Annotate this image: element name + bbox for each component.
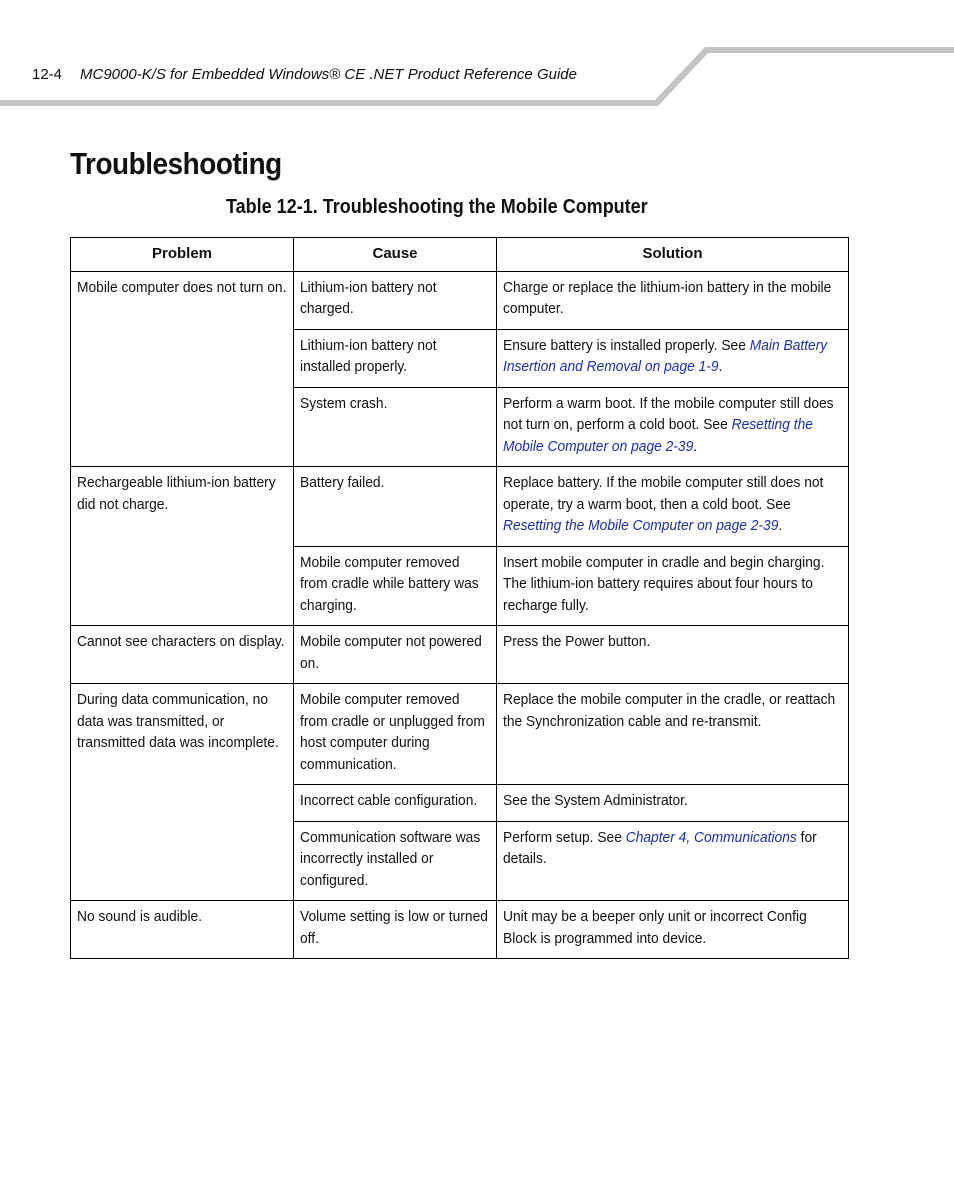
problem-cell — [71, 271, 294, 329]
problem-cell — [71, 901, 294, 959]
problem-cell — [71, 546, 294, 626]
cross-reference-link[interactable]: Main Battery Insertion and Removal on page 1-9 — [503, 336, 828, 375]
problem-text: Rechargeable lithium-ion battery did not charge. — [77, 474, 276, 513]
cause-cell — [294, 821, 497, 901]
cause-cell — [294, 901, 497, 959]
header-problem: Problem — [71, 238, 294, 272]
troubleshooting-table — [70, 237, 849, 959]
cause-cell — [294, 467, 497, 547]
cause-cell — [294, 626, 497, 684]
table-row — [71, 387, 849, 467]
cause-text: Battery failed. — [300, 474, 385, 491]
problem-cell — [71, 329, 294, 387]
cause-cell — [294, 271, 497, 329]
problem-cell — [71, 684, 294, 785]
table-row — [71, 684, 849, 785]
solution-text: Replace battery. If the mobile computer still does not operate, try a warm boot, then a cold boot. See Resetting the Mobile Computer on page 2-39. — [503, 474, 824, 534]
cause-text: Communication software was incorrectly installed or configured. — [300, 828, 481, 889]
cause-text: Volume setting is low or turned off. — [300, 908, 488, 947]
table-header-row — [71, 238, 849, 272]
table-row — [71, 271, 849, 329]
cause-cell — [294, 684, 497, 785]
solution-cell — [497, 467, 849, 547]
solution-text: Replace the mobile computer in the cradle, or reattach the Synchronization cable and re-transmit. — [503, 691, 836, 730]
problem-text: During data communication, no data was transmitted, or transmitted data was incomplete. — [77, 691, 279, 751]
solution-cell — [497, 271, 849, 329]
problem-text: Mobile computer does not turn on. — [77, 278, 287, 296]
header-solution: Solution — [497, 238, 849, 272]
table-row — [71, 901, 849, 959]
page-header — [0, 0, 954, 110]
cause-cell — [294, 387, 497, 467]
table-row — [71, 546, 849, 626]
solution-cell — [497, 821, 849, 901]
solution-text: Perform a warm boot. If the mobile computer still does not turn on, perform a cold boot. See Resetting the Mobile Computer on page 2-39. — [503, 394, 834, 455]
table-row — [71, 821, 849, 901]
solution-text: Perform setup. See Chapter 4, Communications for details. — [503, 828, 817, 867]
table-row — [71, 467, 849, 547]
solution-cell — [497, 387, 849, 467]
solution-text: Charge or replace the lithium-ion battery in the mobile computer. — [503, 278, 832, 317]
cause-text: Mobile computer removed from cradle or unplugged from host computer during communication. — [300, 691, 485, 773]
page-number: 12-4 — [32, 66, 63, 83]
cross-reference-link[interactable]: Resetting the Mobile Computer on page 2-39 — [503, 416, 813, 455]
cause-text: Lithium-ion battery not charged. — [300, 278, 437, 317]
table-row — [71, 329, 849, 387]
cross-reference-link[interactable]: Chapter 4, Communications — [625, 828, 797, 846]
cause-text: Lithium-ion battery not installed properly. — [300, 336, 437, 375]
solution-cell — [497, 901, 849, 959]
solution-cell — [497, 626, 849, 684]
problem-cell — [71, 785, 294, 822]
solution-text: See the System Administrator. — [503, 792, 688, 809]
solution-text: Insert mobile computer in cradle and begin charging. The lithium-ion battery requires about four hours to recharge fully. — [503, 553, 825, 614]
guide-title: MC9000-K/S for Embedded Windows® CE .NET Product Reference Guide — [80, 66, 577, 83]
cause-text: Incorrect cable configuration. — [300, 792, 478, 809]
cause-text: Mobile computer removed from cradle while battery was charging. — [300, 553, 479, 614]
solution-cell — [497, 546, 849, 626]
cause-text: System crash. — [300, 394, 388, 412]
solution-text: Ensure battery is installed properly. See Main Battery Insertion and Removal on page 1-9. — [503, 336, 828, 375]
solution-cell — [497, 329, 849, 387]
problem-cell — [71, 387, 294, 467]
header-cause: Cause — [294, 238, 497, 272]
table-caption: Table 12-1. Troubleshooting the Mobile Computer — [226, 196, 648, 218]
solution-text: Unit may be a beeper only unit or incorrect Config Block is programmed into device. — [503, 908, 807, 947]
problem-cell — [71, 821, 294, 901]
table-row — [71, 785, 849, 822]
cause-cell — [294, 546, 497, 626]
section-title: Troubleshooting — [70, 146, 282, 181]
cross-reference-link[interactable]: Resetting the Mobile Computer on page 2-39 — [503, 517, 779, 534]
cause-text: Mobile computer not powered on. — [300, 633, 482, 672]
solution-text: Press the Power button. — [503, 633, 651, 650]
solution-cell — [497, 785, 849, 822]
header-rule-graphic — [0, 0, 954, 110]
problem-cell — [71, 626, 294, 684]
solution-cell — [497, 684, 849, 785]
cause-cell — [294, 785, 497, 822]
problem-text: No sound is audible. — [77, 908, 203, 925]
problem-text: Cannot see characters on display. — [77, 633, 285, 650]
cause-cell — [294, 329, 497, 387]
table-row — [71, 626, 849, 684]
problem-cell — [71, 467, 294, 547]
